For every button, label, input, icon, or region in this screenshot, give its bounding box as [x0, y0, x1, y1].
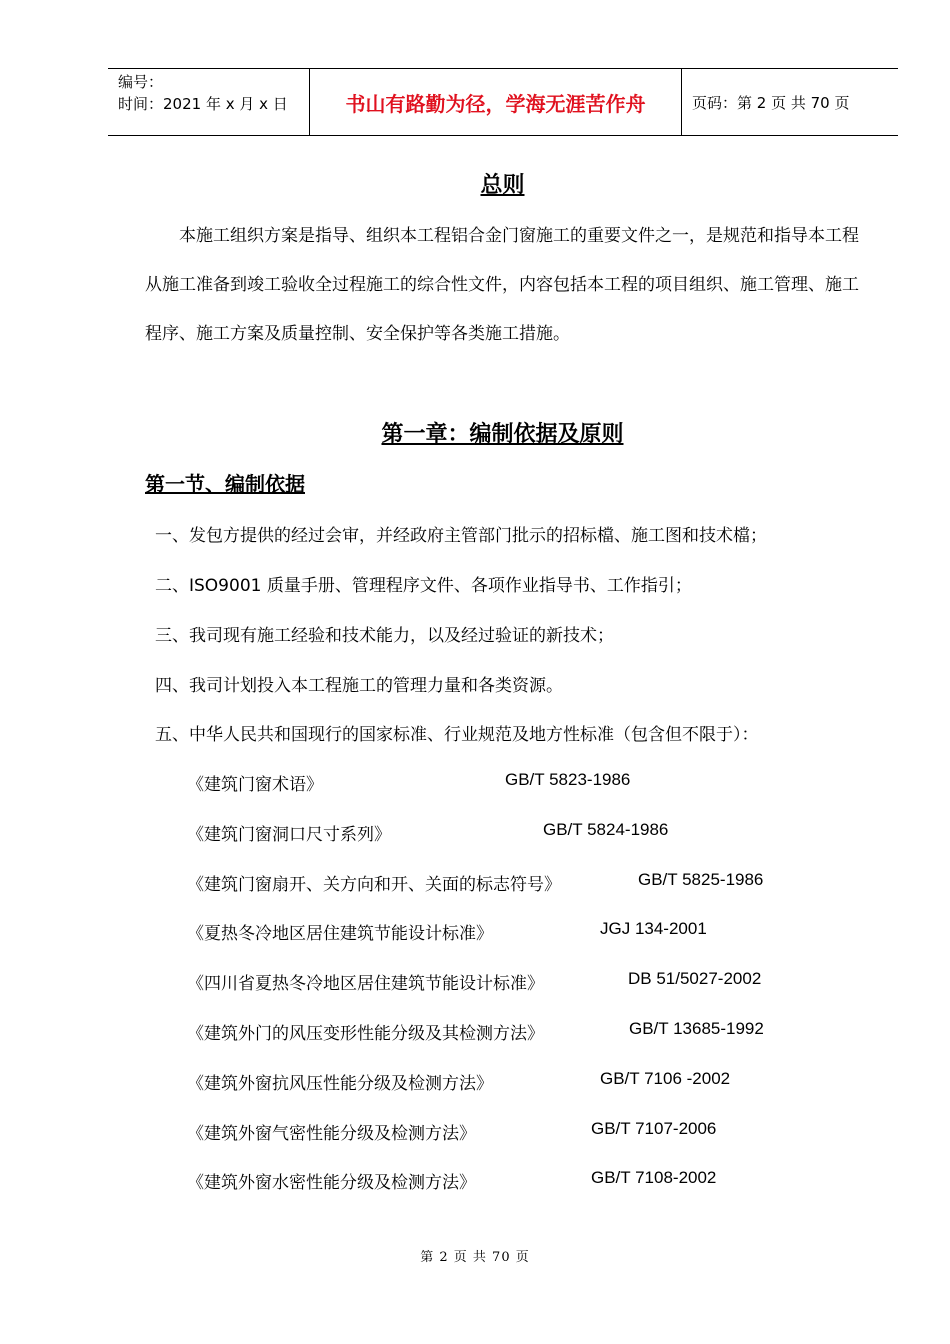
standard-name: 《建筑外窗水密性能分级及检测方法》 [187, 1173, 476, 1193]
chapter-title: 第一章：编制依据及原则 [381, 422, 624, 447]
standard-name: 《建筑外窗抗风压性能分级及检测方法》 [187, 1074, 493, 1094]
standard-name: 《夏热冬冷地区居住建筑节能设计标准》 [187, 924, 493, 944]
standard-code: JGJ 134-2001 [600, 919, 707, 938]
standard-code: GB/T 5824-1986 [543, 820, 669, 839]
standard-code: GB/T 7108-2002 [591, 1168, 717, 1187]
standard-name: 《四川省夏热冬冷地区居住建筑节能设计标准》 [187, 974, 544, 994]
basis-item: 一、发包方提供的经过会审，并经政府主管部门批示的招标檔、施工图和技术檔； [155, 526, 767, 546]
header-page-info: 页码：第 2 页 共 70 页 [692, 93, 850, 112]
standard-name: 《建筑门窗扇开、关方向和开、关面的标志符号》 [187, 875, 561, 895]
standard-name: 《建筑外门的风压变形性能分级及其检测方法》 [187, 1024, 544, 1044]
general-paragraph: 本施工组织方案是指导、组织本工程铝合金门窗施工的重要文件之一，是规范和指导本工程从施工准备到竣工验收全过程施工的综合性文件，内容包括本工程的项目组织、施工管理、施工程序、施工方案及质量控制、安全保护等各类施工措施。 [145, 226, 859, 344]
header-motto: 书山有路勤为径，学海无涯苦作舟 [309, 69, 682, 135]
page-header [108, 68, 898, 136]
document-time-label: 时间：2021 年 x 月 x 日 [118, 95, 288, 113]
standard-code: GB/T 7107-2006 [591, 1119, 717, 1138]
basis-item: 三、我司现有施工经验和技术能力，以及经过验证的新技术； [155, 626, 614, 646]
general-title: 总则 [480, 173, 525, 198]
standard-code: GB/T 5823-1986 [505, 770, 631, 789]
basis-item: 五、中华人民共和国现行的国家标准、行业规范及地方性标准（包含但不限于）： [155, 725, 759, 745]
document-number-label: 编号： [118, 73, 164, 91]
standard-name: 《建筑外窗气密性能分级及检测方法》 [187, 1124, 476, 1144]
section-title: 第一节、编制依据 [145, 472, 305, 496]
standard-code: GB/T 13685-1992 [629, 1019, 764, 1038]
header-meta [108, 69, 309, 135]
standard-code: DB 51/5027-2002 [628, 969, 762, 988]
page-footer: 第 2 页 共 70 页 [420, 1250, 530, 1265]
standard-name: 《建筑门窗术语》 [187, 775, 323, 795]
standard-code: GB/T 5825-1986 [638, 870, 764, 889]
standard-name: 《建筑门窗洞口尺寸系列》 [187, 825, 391, 845]
basis-item: 四、我司计划投入本工程施工的管理力量和各类资源。 [155, 676, 563, 696]
standard-code: GB/T 7106 -2002 [600, 1069, 731, 1088]
basis-item: 二、ISO9001 质量手册、管理程序文件、各项作业指导书、工作指引； [155, 576, 692, 596]
